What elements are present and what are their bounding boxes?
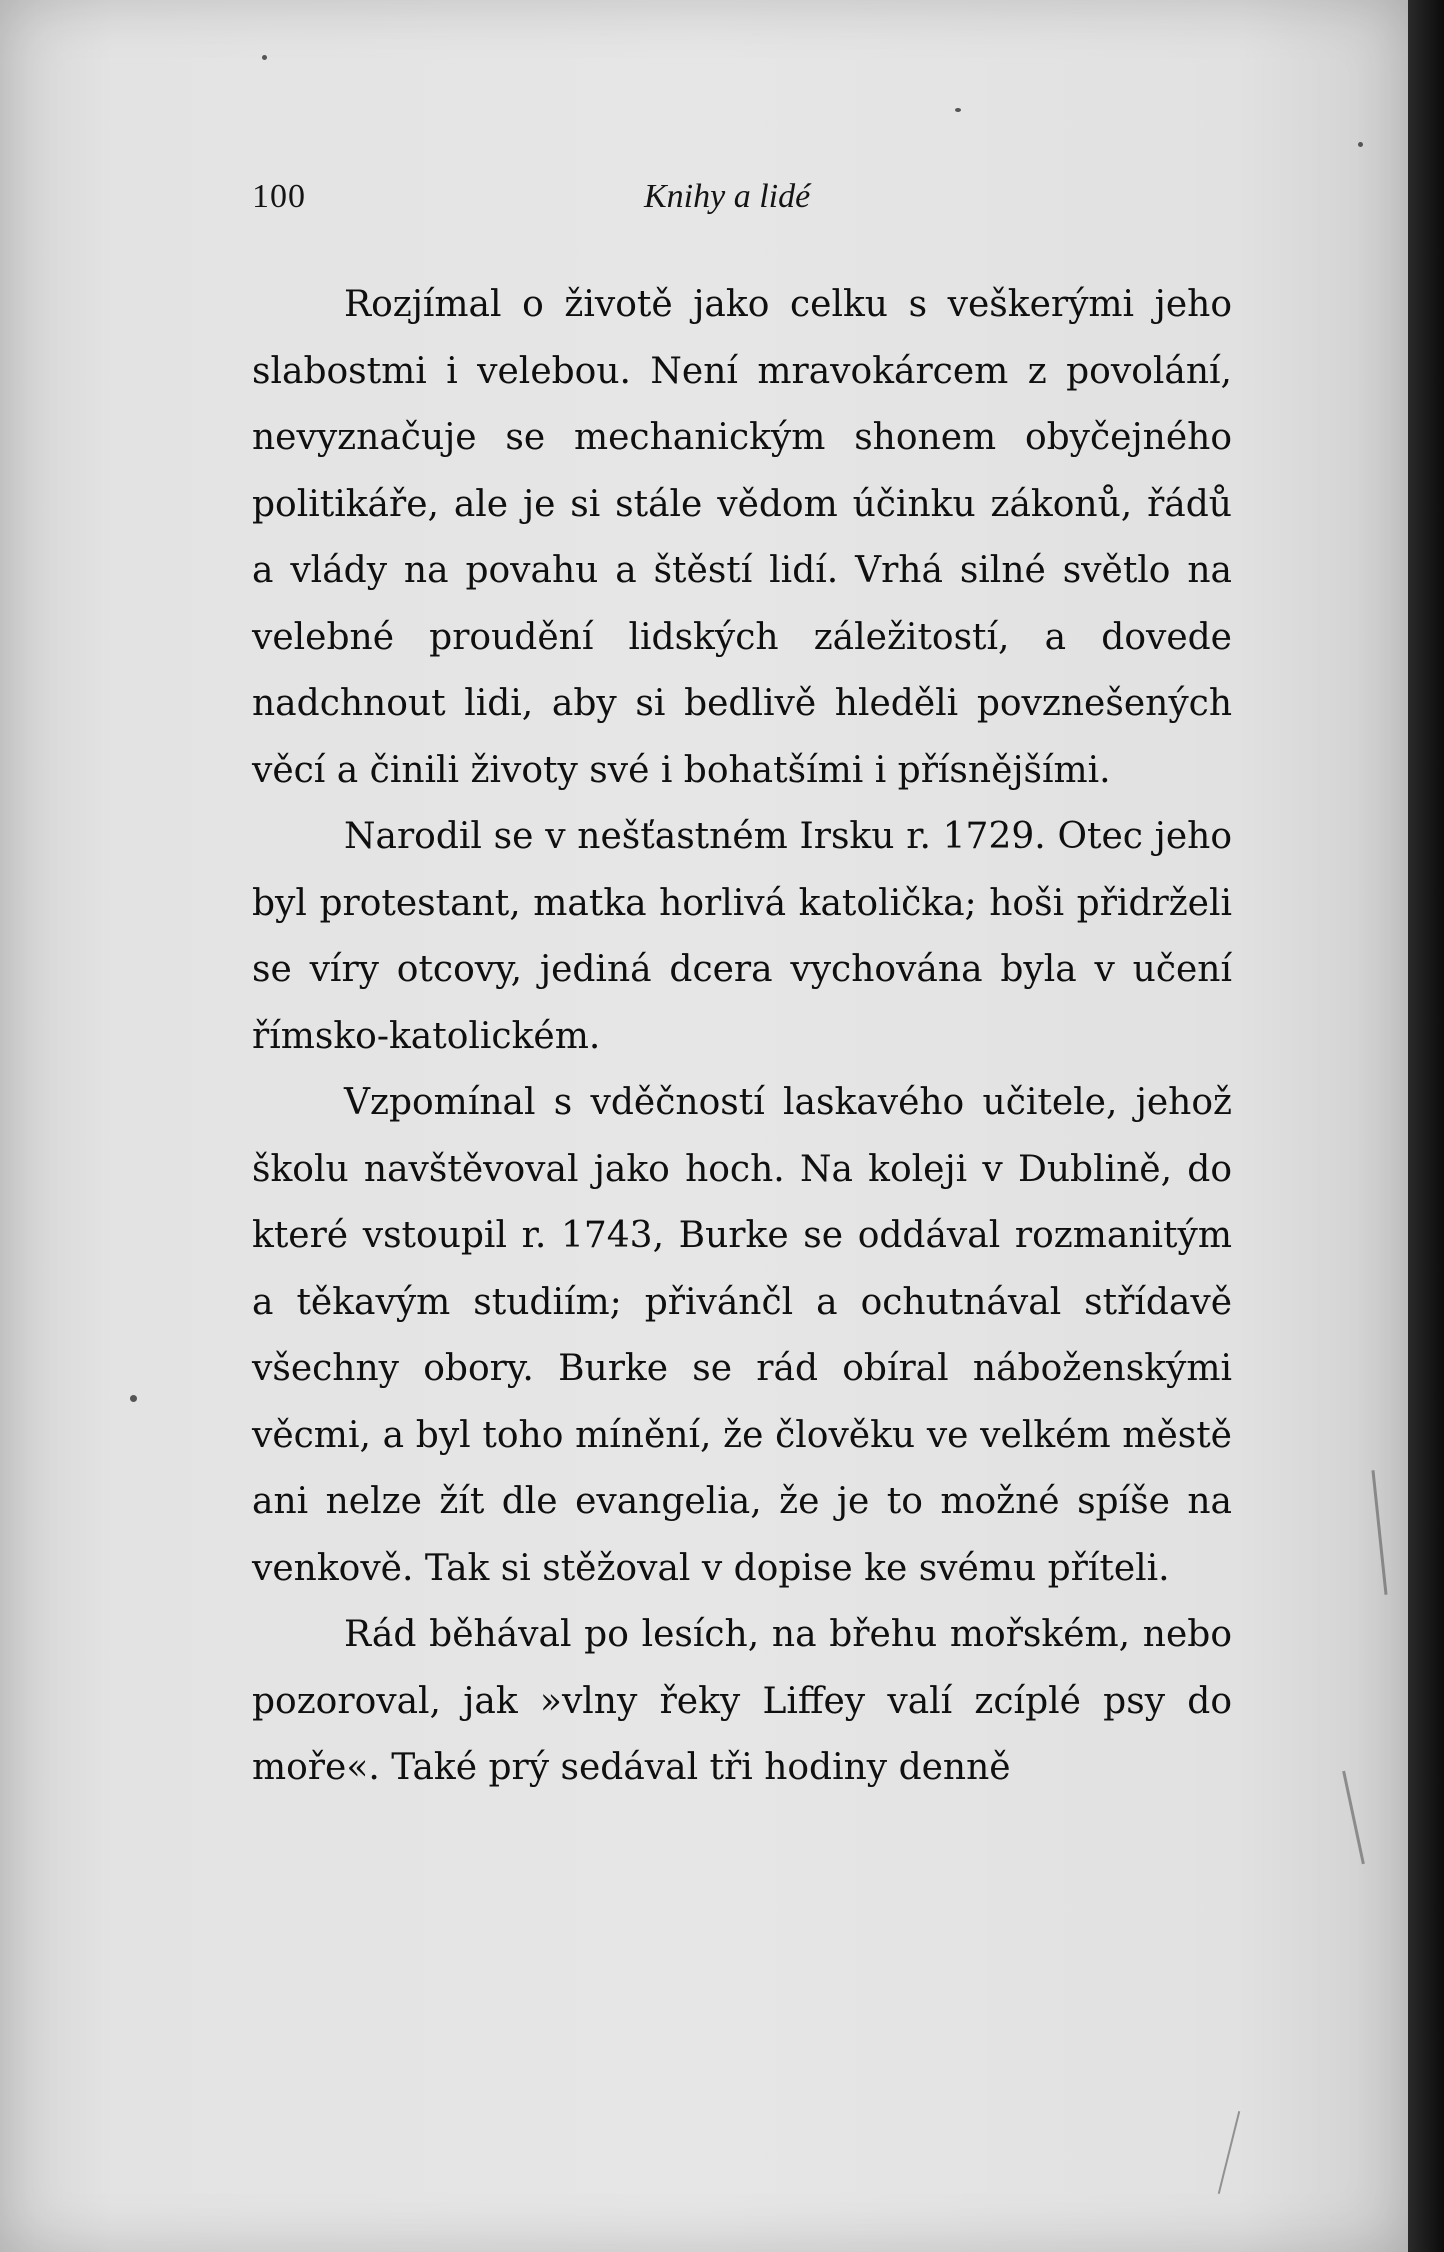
scratch	[1342, 1771, 1365, 1865]
scratch	[1371, 1470, 1387, 1595]
speck	[1358, 142, 1363, 147]
paragraph-4: Rád běhával po lesích, na břehu mořském, nebo pozoroval, jak »vlny řeky Liffey valí zcíplé psy do moře«. Také prý sedával tři hodiny denně	[252, 1614, 1232, 1788]
paragraph-3: Vzpomínal s vděčností laskavého učitele, jehož školu navštěvoval jako hoch. Na koleji v Dublině, do které vstoupil r. 1743, Burke se oddával rozmanitým a těkavým studiím; přivánčl a ochutnával střídavě všechny obory. Burke se rád obíral náboženskými věcmi, a byl toho mínění, že člověku ve velkém městě ani nelze žít dle evangelia, že je to možné spíše na venkově. Tak si stěžoval v dopise ke svému příteli.	[252, 1082, 1232, 1589]
speck	[130, 1395, 137, 1402]
paragraph-2: Narodil se v nešťastném Irsku r. 1729. Otec jeho byl protestant, matka horlivá katolička; hoši přidrželi se víry otcovy, jediná dcera vychována byla v učení římsko-katolickém.	[252, 816, 1232, 1057]
body-text	[252, 272, 1232, 1802]
paragraph-1: Rozjímal o životě jako celku s veškerými jeho slabostmi i velebou. Není mravokárcem z povolání, nevyznačuje se mechanickým shonem obyčejného politikáře, ale je si stále vědom účinku zákonů, řádů a vlády na povahu a štěstí lidí. Vrhá silné světlo na velebné proudění lidských záležitostí, a dovede nadchnout lidi, aby si bedlivě hleděli povznešených věcí a činili životy své i bohatšími i přísnějšími.	[252, 284, 1232, 791]
scratch	[1218, 2111, 1241, 2194]
page-header	[252, 178, 1232, 228]
page-edge-shadow	[1408, 0, 1444, 2252]
page-number: 100	[252, 178, 306, 215]
running-title: Knihy a lidé	[644, 178, 811, 215]
speck	[955, 108, 961, 112]
speck	[262, 55, 267, 60]
